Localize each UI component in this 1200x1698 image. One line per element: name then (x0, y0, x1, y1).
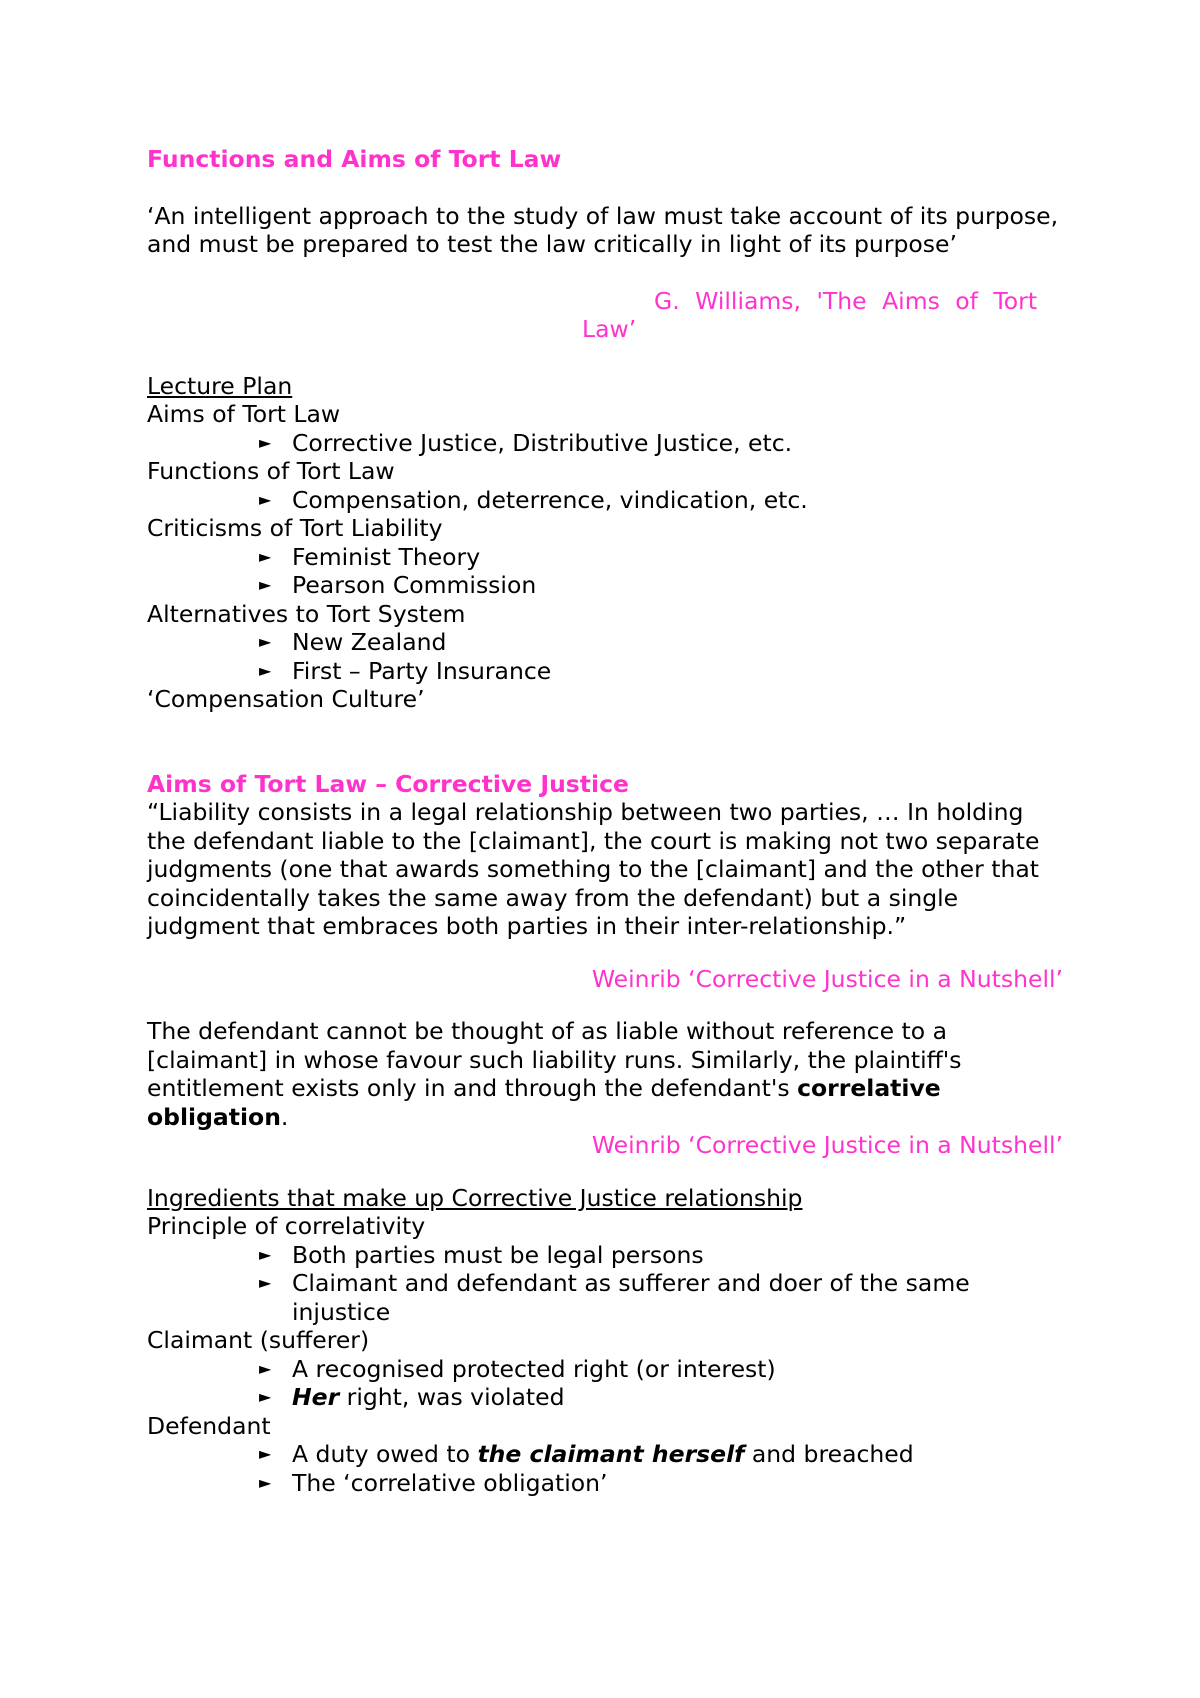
ingredient-label: Defendant (147, 1411, 271, 1440)
plan-section-label: Alternatives to Tort System (147, 599, 466, 628)
list-item (259, 571, 1063, 600)
spacer (147, 259, 1063, 287)
body-paragraph (147, 1017, 1063, 1131)
ingredient-label: Claimant (sufferer) (147, 1326, 370, 1354)
arrow-right-icon: ► (259, 1273, 272, 1292)
quote-attribution: Weinrib ‘Corrective Justice in a Nutshell’ (591, 964, 1063, 993)
list-item (259, 428, 1063, 458)
list-item-text: right, was violated (339, 1383, 565, 1411)
list-item (259, 542, 1063, 572)
ingredient-list (147, 1241, 1063, 1327)
list-item (259, 1383, 1063, 1412)
spacer (147, 941, 1063, 965)
spacer (147, 174, 1063, 202)
list-item-text: A duty owed to (292, 1440, 478, 1468)
list-item-text: A recognised protected right (or interest) (292, 1354, 776, 1383)
attribution-line1: G. Williams, 'The Aims of Tort (654, 286, 1038, 315)
list-item (259, 656, 1063, 686)
ingredient-list (147, 1355, 1063, 1412)
arrow-right-icon: ► (259, 489, 272, 509)
list-item (259, 1468, 1063, 1498)
quote-attribution: Weinrib ‘Corrective Justice in a Nutshell’ (591, 1131, 1063, 1159)
arrow-right-icon: ► (259, 1472, 272, 1492)
list-item-text: Pearson Commission (292, 571, 537, 599)
arrow-right-icon: ► (259, 1358, 272, 1378)
bold-term: correlative obligation (147, 1074, 941, 1131)
arrow-right-icon: ► (259, 1387, 272, 1406)
list-item-text: Feminist Theory (292, 542, 481, 571)
arrow-right-icon: ► (259, 432, 272, 452)
ingredient-list (147, 1440, 1063, 1497)
emphasis-text: the claimant herself (477, 1440, 745, 1468)
ingredients-heading: Ingredients that make up Corrective Justice relationship (147, 1183, 803, 1212)
list-item-text: Compensation, deterrence, vindication, etc. (292, 485, 808, 514)
list-item (259, 628, 1063, 657)
arrow-right-icon: ► (259, 660, 272, 680)
attribution-line2: Law’ (582, 315, 637, 343)
paragraph-text: . (280, 1102, 289, 1131)
plan-section-list (147, 429, 1063, 458)
arrow-right-icon: ► (259, 546, 272, 566)
plan-section-list (147, 543, 1063, 600)
lecture-plan-heading: Lecture Plan (147, 371, 293, 400)
spacer (147, 993, 1063, 1017)
list-item-text: Corrective Justice, Distributive Justice, etc. (292, 428, 793, 457)
arrow-right-icon: ► (259, 575, 272, 594)
opening-quote: ‘An intelligent approach to the study of law must take account of its purpose, and must be prepared to test the law critically in light of its purpose’ (147, 201, 1059, 258)
paragraph-text: The defendant cannot be thought of as liable without reference to a [claimant] in whose favour such liability runs. Similarly, the plaintiff's entitlement exists only in and through the defendant's (147, 1017, 962, 1102)
spacer (147, 1160, 1063, 1184)
list-item (259, 1240, 1063, 1270)
spacer (147, 344, 1063, 372)
section-heading: Aims of Tort Law – Corrective Justice (147, 769, 629, 798)
list-item-text: First – Party Insurance (292, 656, 552, 685)
spacer (147, 714, 1063, 770)
plan-section-label: Criticisms of Tort Liability (147, 514, 443, 542)
weinrib-quote: “Liability consists in a legal relationship between two parties, … In holding the defendant liable to the [claimant], the court is making not two separate judgments (one that awards something to the [claimant] and the other that coincidentally takes the same away from the defendant) but a single judgment that embraces both parties in their inter-relationship.” (147, 798, 1040, 940)
emphasis-text: Her (292, 1383, 340, 1411)
list-item (259, 1269, 1063, 1326)
plan-section-label: Aims of Tort Law (147, 400, 341, 428)
arrow-right-icon: ► (259, 1244, 272, 1264)
list-item (259, 1440, 1063, 1469)
plan-section-list (147, 486, 1063, 515)
list-item-text: New Zealand (292, 628, 447, 656)
document-title: Functions and Aims of Tort Law (147, 145, 562, 173)
list-item-text: The ‘correlative obligation’ (292, 1468, 608, 1497)
plan-section-list (147, 628, 1063, 685)
list-item-text: and breached (744, 1440, 914, 1468)
plan-last-item: ‘Compensation Culture’ (147, 685, 425, 713)
list-item (259, 1354, 1063, 1384)
arrow-right-icon: ► (259, 632, 272, 651)
plan-section-label: Functions of Tort Law (147, 457, 395, 485)
ingredient-label: Principle of correlativity (147, 1212, 426, 1240)
arrow-right-icon: ► (259, 1444, 272, 1463)
quote-attribution (582, 287, 1063, 344)
list-item (259, 485, 1063, 515)
list-item-text: Both parties must be legal persons (292, 1240, 704, 1269)
list-item-text: Claimant and defendant as sufferer and doer of the same injustice (292, 1269, 970, 1326)
